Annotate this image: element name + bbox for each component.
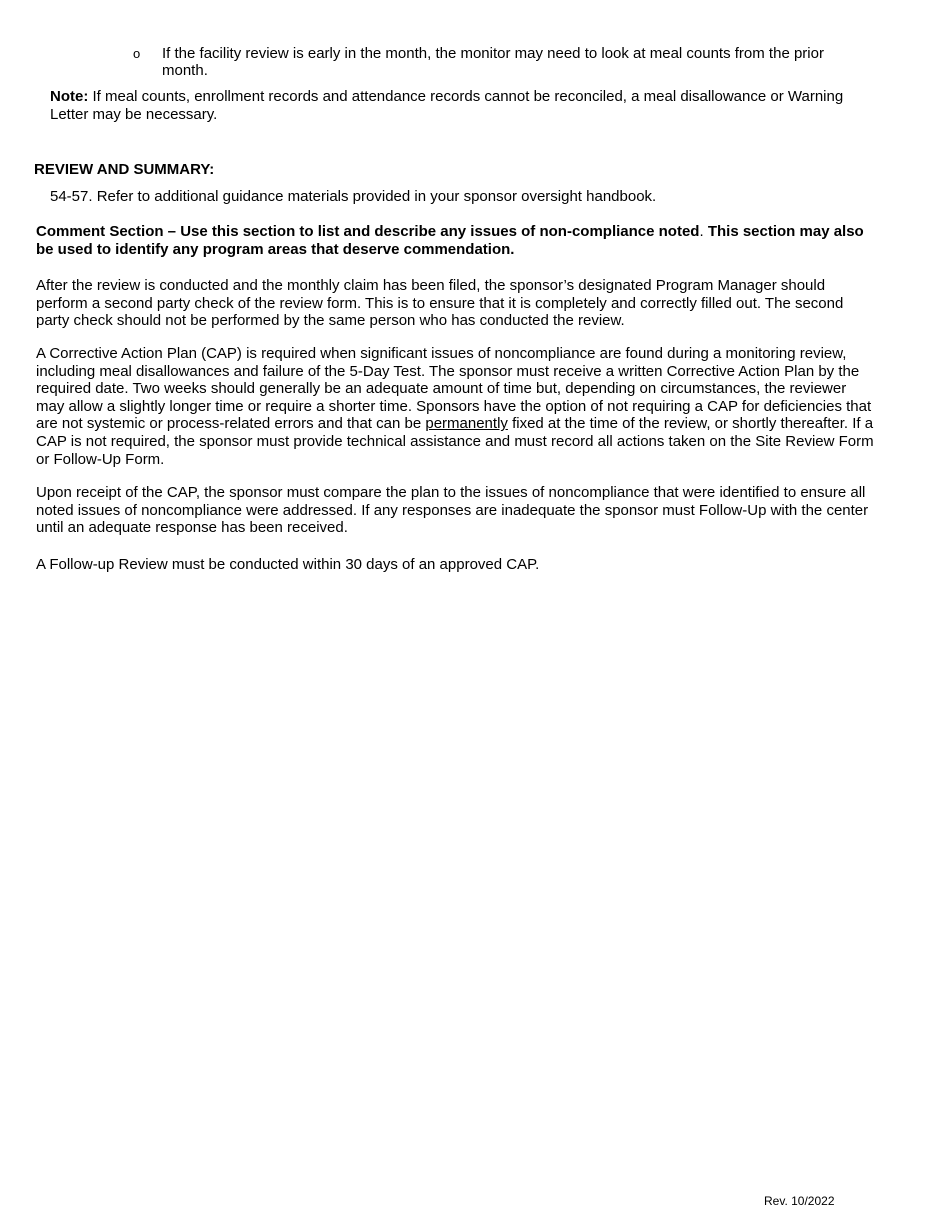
review-summary-heading: REVIEW AND SUMMARY: xyxy=(34,161,215,178)
revision-footer: Rev. 10/2022 xyxy=(764,1194,835,1208)
note-text: If meal counts, enrollment records and attendance records cannot be reconciled, a meal disallowance or Warning Letter may be necessary. xyxy=(50,88,844,123)
bullet-circle-icon: o xyxy=(133,46,141,61)
comment-heading-part-1: Comment Section – Use this section to list and describe any issues of non-compliance noted xyxy=(36,223,700,240)
cap-underlined-word: permanently xyxy=(425,415,508,433)
second-party-check-paragraph: After the review is conducted and the monthly claim has been filed, the sponsor’s designated Program Manager should perform a second party check of the review form. This is to ensure that it is completely and correctly filled out. The second party check should not be performed by the same person who has conducted the review. xyxy=(36,277,844,330)
cap-text-after: fixed at the time of the review, or shortly thereafter. If a CAP is not required, the sponsor must provide technical assistance and must record all actions taken on the Site Review Form or Follow-Up Form. xyxy=(36,415,874,468)
comment-section-heading xyxy=(36,223,876,259)
bullet-text: If the facility review is early in the month, the monitor may need to look at meal counts from the prior month. xyxy=(162,45,824,79)
cap-receipt-paragraph: Upon receipt of the CAP, the sponsor must compare the plan to the issues of noncompliance that were identified to ensure all noted issues of noncompliance were addressed. If any responses are inadequate the sponsor must Follow-Up with the center until an adequate response has been received. xyxy=(36,484,869,537)
cap-text-before: A Corrective Action Plan (CAP) is required when significant issues of noncompliance are found during a monitoring review, including meal disallowances and failure of the 5-Day Test. The sponsor must receive a written Corrective Action Plan by the required date. Two weeks should generally be an adequate amount of time but, depending on circumstances, the reviewer may allow a slightly longer time or require a shorter time. Sponsors have the option of not requiring a CAP for deficiencies that are not systemic or process-related errors and that can be xyxy=(36,345,872,433)
follow-up-review-paragraph: A Follow-up Review must be conducted within 30 days of an approved CAP. xyxy=(36,556,540,573)
bullet-item xyxy=(133,45,873,79)
note-paragraph xyxy=(50,88,850,124)
comment-heading-period: . xyxy=(699,223,704,240)
note-label: Note: xyxy=(50,88,89,105)
comment-heading-part-2: This section may also be used to identify any program areas that deserve commendation. xyxy=(36,223,864,258)
item-reference: 54-57. Refer to additional guidance materials provided in your sponsor oversight handbook. xyxy=(50,188,657,205)
corrective-action-plan-paragraph xyxy=(36,345,876,468)
